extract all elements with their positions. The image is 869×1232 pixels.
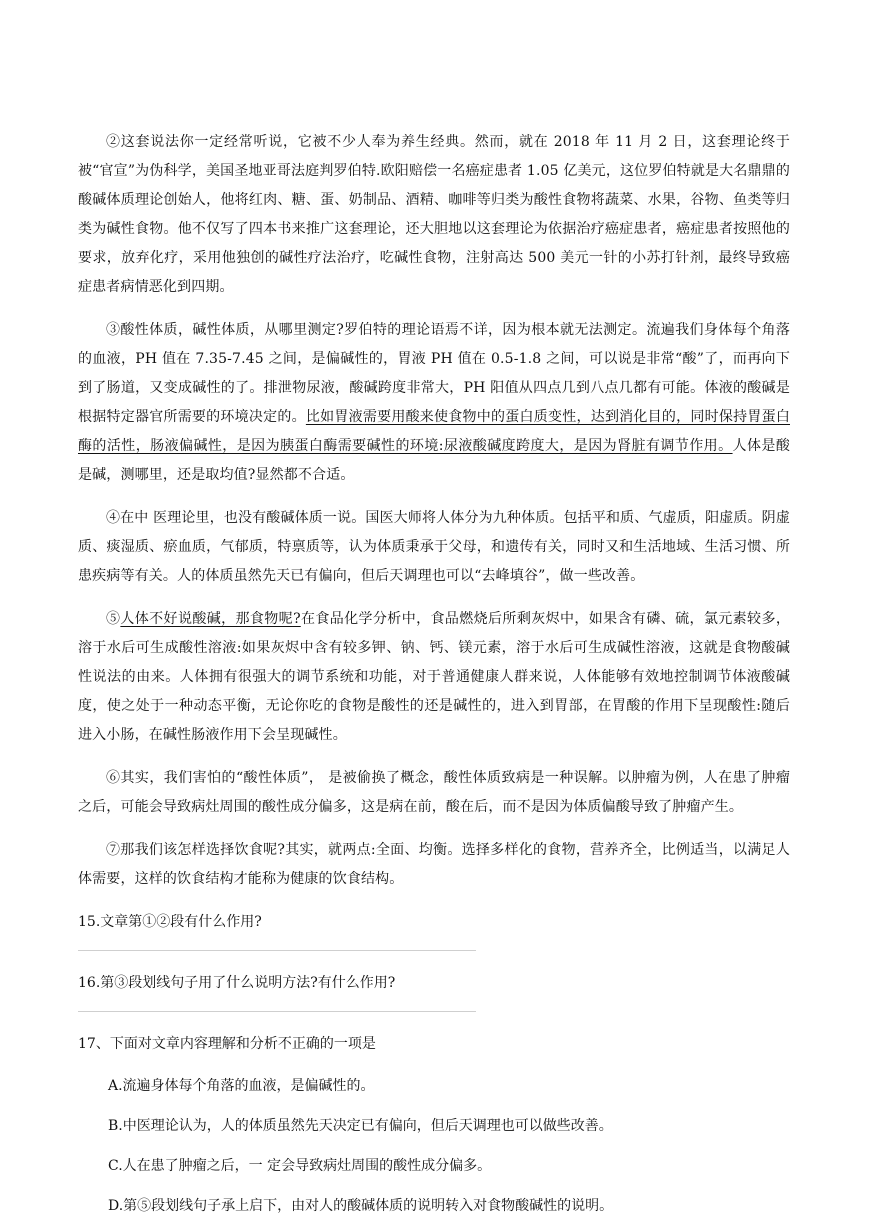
- question-15-answer-line[interactable]: [78, 950, 476, 951]
- question-15: 15.文章第①②段有什么作用?: [78, 914, 262, 930]
- question-16-answer-line[interactable]: [78, 1011, 476, 1012]
- paragraph-5-number: ⑤: [106, 611, 121, 627]
- question-16: 16.第③段划线句子用了什么说明方法?有什么作用?: [78, 975, 396, 991]
- paragraph-4-text: ④在中 医理论里，也没有酸碱体质一说。国医大师将人体分为九种体质。包括平和质、气虚质，阳虚质。阴虚质、痰湿质、瘀血质，气郁质，特禀质等，认为体质秉承于父母，和遗传有关，同时又和生活地域、生活习惯、所患疾病等有关。人的体质虽然先天已有偏向，但后天调理也可以“去峰填谷”，做一些改善。: [78, 510, 790, 584]
- paragraph-7-text: ⑦那我们该怎样选择饮食呢?其实，就两点:全面、均衡。选择多样化的食物，营养齐全，比例适当，以满足人体需要，这样的饮食结构才能称为健康的饮食结构。: [78, 842, 790, 887]
- paragraph-3-text-after: 人体是酸是碱，测哪里，还是取均值?显然都不合适。: [78, 438, 790, 483]
- paragraph-5-text: 在食品化学分析中，食品燃烧后所剩灰烬中，如果含有磷、硫，氯元素较多，溶于水后可生成酸性溶液:如果灰烬中含有较多钾、钠、钙、镁元素，溶于水后可生成碱性溶液，这就是食物酸碱性说法的由来。人体拥有很强大的调节系统和功能，对于普通健康人群来说，人体能够有效地控制调节体液酸碱度，使之处于一种动态平衡，无论你吃的食物是酸性的还是碱性的，进入到胃部，在胃酸的作用下呈现酸性:随后进入小肠，在碱性肠液作用下会呈现碱性。: [78, 611, 790, 743]
- question-17-option-c: C.人在患了肿瘤之后，一 定会导致病灶周围的酸性成分偏多。: [108, 1158, 492, 1174]
- paragraph-7: [78, 836, 790, 894]
- paragraph-2: [78, 128, 790, 302]
- document-page: [78, 128, 790, 1232]
- question-17-option-d: D.第⑤段划线句子承上启下，由对人的酸碱体质的说明转入对食物酸碱性的说明。: [108, 1198, 614, 1214]
- question-17-option-a: A.流遍身体每个角落的血液，是偏碱性的。: [108, 1078, 375, 1094]
- paragraph-4: [78, 504, 790, 591]
- question-17-option-b: B.中医理论认为，人的体质虽然先天决定已有偏向，但后天调理也可以做些改善。: [108, 1118, 613, 1134]
- paragraph-5-underlined-sentence: 人体不好说酸碱，那食物呢?: [120, 611, 301, 627]
- paragraph-3-underlined-sentence: 比如胃液需要用酸来使食物中的蛋白质变性，达到消化目的，同时保持胃蛋白酶的活性，肠液偏碱性，是因为胰蛋白酶需要碱性的环境:尿液酸碱度跨度大，是因为肾脏有调节作用。: [78, 409, 790, 454]
- paragraph-2-text: ②这套说法你一定经常听说，它被不少人奉为养生经典。然而，就在 2018 年 11 月 2 日，这套理论终于被“官宣”为伪科学，美国圣地亚哥法庭判罗伯特.欧阳赔偿一名癌症患者 1.05 亿美元，这位罗伯特就是大名鼎鼎的酸碱体质理论创始人，他将红肉、糖、蛋、奶制品、酒精、咖啡等归类为酸性食物将蔬菜、水果，谷物、鱼类等归类为碱性食物。他不仅写了四本书来推广这套理论，还大胆地以这套理论为依据治疗癌症患者，癌症患者按照他的要求，放弃化疗，采用他独创的碱性疗法治疗，吃碱性食物，注射高达 500 美元一针的小苏打针剂，最终导致癌症患者病情恶化到四期。: [78, 134, 790, 295]
- paragraph-5: [78, 605, 790, 750]
- paragraph-3: [78, 316, 790, 490]
- paragraph-6-text: ⑥其实，我们害怕的“酸性体质”， 是被偷换了概念，酸性体质致病是一种误解。以肿瘤为例，人在患了肿瘤之后，可能会导致病灶周围的酸性成分偏多，这是病在前，酸在后，而不是因为体质偏酸导致了肿瘤产生。: [78, 770, 790, 815]
- question-17: 17、下面对文章内容理解和分析不正确的一项是: [78, 1036, 376, 1052]
- paragraph-6: [78, 764, 790, 822]
- paragraph-3-text-before: ③酸性体质，碱性体质，从哪里测定?罗伯特的理论语焉不详，因为根本就无法测定。流遍我们身体每个角落的血液，PH 值在 7.35-7.45 之间，是偏碱性的，胃液 PH 值在 0.5-1.8 之间，可以说是非常“酸”了，而再向下到了肠道，又变成碱性的了。排泄物尿液，酸碱跨度非常大，PH 阳值从四点几到八点几都有可能。体液的酸碱是根据特定器官所需要的环境决定的。: [78, 322, 790, 425]
